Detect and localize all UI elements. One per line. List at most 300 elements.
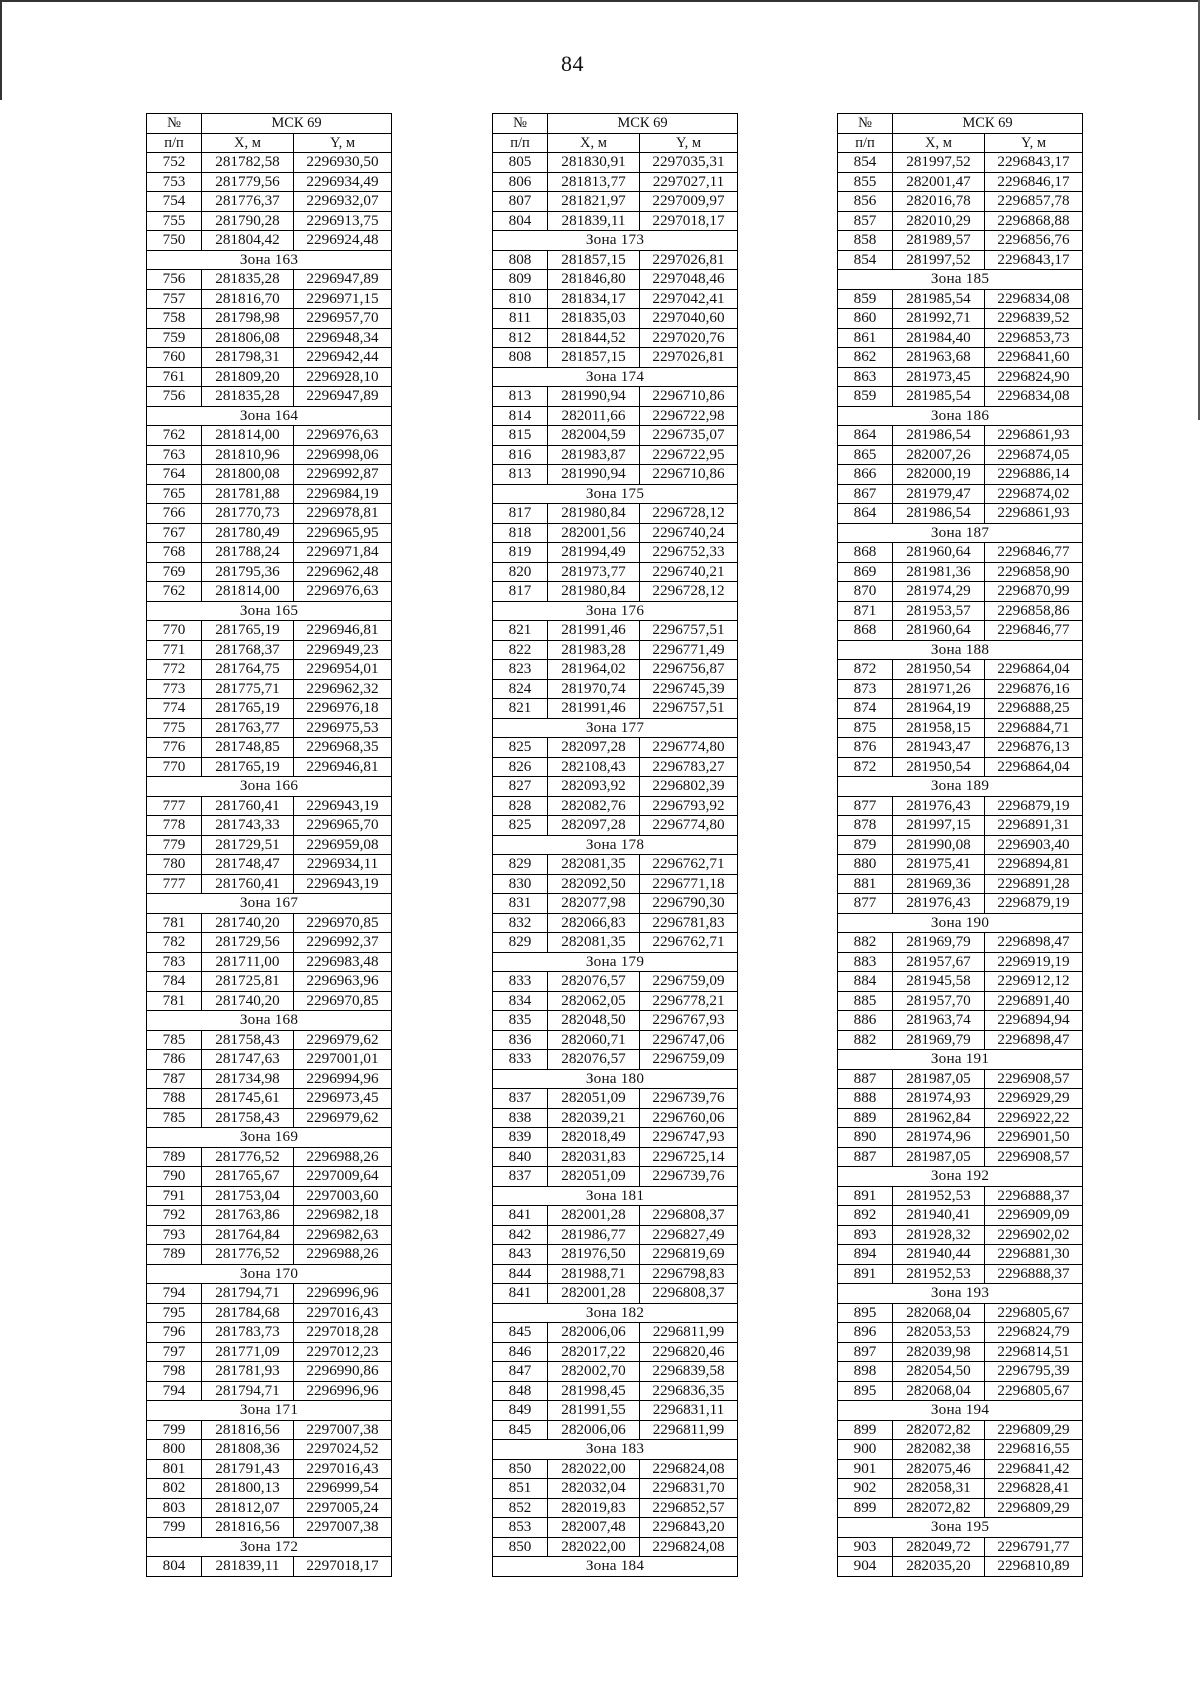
y-coordinate-cell: 2296728,12: [640, 504, 738, 524]
x-coordinate-cell: 281844,52: [548, 328, 640, 348]
zone-label: Зона 190: [838, 913, 1083, 933]
table-row: [147, 523, 392, 543]
x-coordinate-cell: 281745,61: [202, 1089, 294, 1109]
zone-row: [147, 1128, 392, 1148]
x-coordinate-cell: 281990,94: [548, 465, 640, 485]
x-coordinate-cell: 282072,82: [893, 1498, 985, 1518]
table-row: [838, 952, 1083, 972]
y-coordinate-cell: 2296834,08: [985, 289, 1083, 309]
y-coordinate-cell: 2296976,63: [294, 582, 392, 602]
y-coordinate-cell: 2296824,08: [640, 1459, 738, 1479]
x-coordinate-cell: 282092,50: [548, 874, 640, 894]
zone-row: [838, 777, 1083, 797]
x-coordinate-cell: 281783,73: [202, 1323, 294, 1343]
table-row: [838, 1011, 1083, 1031]
point-number-cell: 778: [147, 816, 202, 836]
point-number-cell: 872: [838, 660, 893, 680]
x-coordinate-cell: 281760,41: [202, 874, 294, 894]
x-header: X, м: [893, 133, 985, 153]
table-row: [147, 699, 392, 719]
point-number-cell: 774: [147, 699, 202, 719]
point-number-cell: 824: [493, 679, 548, 699]
table-row: [838, 972, 1083, 992]
x-coordinate-cell: 281980,84: [548, 582, 640, 602]
y-coordinate-cell: 2296810,89: [985, 1557, 1083, 1577]
x-coordinate-cell: 281957,70: [893, 991, 985, 1011]
point-number-cell: 827: [493, 777, 548, 797]
y-coordinate-cell: 2296834,08: [985, 387, 1083, 407]
x-coordinate-cell: 281990,08: [893, 835, 985, 855]
point-number-cell: 810: [493, 289, 548, 309]
point-number-cell: 776: [147, 738, 202, 758]
point-number-cell: 795: [147, 1303, 202, 1323]
table-row: [838, 328, 1083, 348]
y-coordinate-cell: 2296870,99: [985, 582, 1083, 602]
x-coordinate-cell: 281963,74: [893, 1011, 985, 1031]
point-number-cell: 801: [147, 1459, 202, 1479]
subheader-row: [838, 133, 1083, 153]
table-row: [493, 621, 738, 641]
point-number-cell: 884: [838, 972, 893, 992]
y-coordinate-cell: 2296846,77: [985, 543, 1083, 563]
point-number-cell: 890: [838, 1128, 893, 1148]
point-number-cell: 873: [838, 679, 893, 699]
point-number-cell: 889: [838, 1108, 893, 1128]
point-number-cell: 897: [838, 1342, 893, 1362]
table-row: [147, 172, 392, 192]
y-coordinate-cell: 2296930,50: [294, 153, 392, 173]
y-coordinate-cell: 2296934,11: [294, 855, 392, 875]
x-coordinate-cell: 281725,81: [202, 972, 294, 992]
table-row: [838, 250, 1083, 270]
zone-row: [493, 601, 738, 621]
y-coordinate-cell: 2296968,35: [294, 738, 392, 758]
table-row: [493, 348, 738, 368]
zone-label: Зона 177: [493, 718, 738, 738]
x-coordinate-cell: 281969,79: [893, 1030, 985, 1050]
x-coordinate-cell: 281969,36: [893, 874, 985, 894]
point-number-cell: 866: [838, 465, 893, 485]
y-coordinate-cell: 2296982,18: [294, 1206, 392, 1226]
y-coordinate-cell: 2296781,83: [640, 913, 738, 933]
table-row: [838, 562, 1083, 582]
point-number-cell: 803: [147, 1498, 202, 1518]
x-coordinate-cell: 281748,85: [202, 738, 294, 758]
zone-label: Зона 183: [493, 1440, 738, 1460]
y-coordinate-cell: 2296994,96: [294, 1069, 392, 1089]
y-coordinate-cell: 2297007,38: [294, 1420, 392, 1440]
table-row: [147, 1284, 392, 1304]
x-coordinate-cell: 281997,52: [893, 250, 985, 270]
y-coordinate-cell: 2296888,37: [985, 1264, 1083, 1284]
table-row: [493, 796, 738, 816]
zone-label: Зона 164: [147, 406, 392, 426]
zone-label: Зона 187: [838, 523, 1083, 543]
y-coordinate-cell: 2296771,18: [640, 874, 738, 894]
point-number-cell: 833: [493, 972, 548, 992]
point-number-cell: 821: [493, 699, 548, 719]
table-row: [147, 1557, 392, 1577]
zone-label: Зона 184: [493, 1557, 738, 1577]
y-coordinate-cell: 2296884,71: [985, 718, 1083, 738]
point-number-cell: 825: [493, 816, 548, 836]
zone-row: [493, 231, 738, 251]
point-number-cell: 804: [493, 211, 548, 231]
x-coordinate-cell: 282018,49: [548, 1128, 640, 1148]
point-number-cell: 822: [493, 640, 548, 660]
point-number-cell: 753: [147, 172, 202, 192]
x-coordinate-cell: 281976,43: [893, 894, 985, 914]
y-coordinate-cell: 2296976,18: [294, 699, 392, 719]
x-coordinate-cell: 281806,08: [202, 328, 294, 348]
table-row: [147, 328, 392, 348]
x-coordinate-cell: 281834,17: [548, 289, 640, 309]
table-row: [147, 1186, 392, 1206]
table-row: [838, 1108, 1083, 1128]
point-number-cell: 816: [493, 445, 548, 465]
table-row: [493, 660, 738, 680]
table-row: [493, 445, 738, 465]
point-number-cell: 842: [493, 1225, 548, 1245]
x-coordinate-cell: 281779,56: [202, 172, 294, 192]
y-coordinate-cell: 2296946,81: [294, 757, 392, 777]
point-number-cell: 779: [147, 835, 202, 855]
zone-row: [493, 718, 738, 738]
y-coordinate-cell: 2296891,31: [985, 816, 1083, 836]
y-coordinate-cell: 2296728,12: [640, 582, 738, 602]
point-number-cell: 834: [493, 991, 548, 1011]
y-coordinate-cell: 2296990,86: [294, 1362, 392, 1382]
y-coordinate-cell: 2296898,47: [985, 1030, 1083, 1050]
num-subheader: п/п: [493, 133, 548, 153]
point-number-cell: 840: [493, 1147, 548, 1167]
point-number-cell: 864: [838, 504, 893, 524]
point-number-cell: 882: [838, 933, 893, 953]
y-coordinate-cell: 2296901,50: [985, 1128, 1083, 1148]
y-coordinate-cell: 2296808,37: [640, 1206, 738, 1226]
y-coordinate-cell: 2297042,41: [640, 289, 738, 309]
x-coordinate-cell: 281974,93: [893, 1089, 985, 1109]
zone-row: [147, 250, 392, 270]
table-row: [493, 309, 738, 329]
x-coordinate-cell: 282031,83: [548, 1147, 640, 1167]
point-number-cell: 767: [147, 523, 202, 543]
y-coordinate-cell: 2296857,78: [985, 192, 1083, 212]
point-number-cell: 766: [147, 504, 202, 524]
point-number-cell: 858: [838, 231, 893, 251]
header-row: [147, 114, 392, 134]
x-coordinate-cell: 281816,56: [202, 1518, 294, 1538]
table-row: [147, 855, 392, 875]
point-number-cell: 792: [147, 1206, 202, 1226]
subheader-row: [493, 133, 738, 153]
point-number-cell: 895: [838, 1303, 893, 1323]
x-coordinate-cell: 281821,97: [548, 192, 640, 212]
table-row: [147, 445, 392, 465]
x-coordinate-cell: 281985,54: [893, 289, 985, 309]
table-row: [493, 1401, 738, 1421]
table-row: [493, 562, 738, 582]
point-number-cell: 785: [147, 1108, 202, 1128]
num-subheader: п/п: [147, 133, 202, 153]
x-coordinate-cell: 281768,37: [202, 640, 294, 660]
x-coordinate-cell: 281975,41: [893, 855, 985, 875]
point-number-cell: 756: [147, 270, 202, 290]
point-number-cell: 773: [147, 679, 202, 699]
table-row: [493, 777, 738, 797]
table-row: [493, 972, 738, 992]
table-row: [838, 348, 1083, 368]
table-row: [838, 738, 1083, 758]
x-coordinate-cell: 282081,35: [548, 855, 640, 875]
table-row: [147, 1206, 392, 1226]
table-row: [493, 913, 738, 933]
zone-label: Зона 175: [493, 484, 738, 504]
y-coordinate-cell: 2296888,25: [985, 699, 1083, 719]
table-row: [493, 289, 738, 309]
table-row: [147, 874, 392, 894]
y-coordinate-cell: 2296710,86: [640, 465, 738, 485]
x-coordinate-cell: 281763,86: [202, 1206, 294, 1226]
x-coordinate-cell: 281771,09: [202, 1342, 294, 1362]
table-row: [147, 1245, 392, 1265]
point-number-cell: 894: [838, 1245, 893, 1265]
zone-label: Зона 166: [147, 777, 392, 797]
table-row: [147, 1108, 392, 1128]
x-coordinate-cell: 282035,20: [893, 1557, 985, 1577]
table-row: [493, 1030, 738, 1050]
table-row: [838, 816, 1083, 836]
point-number-cell: 777: [147, 874, 202, 894]
table-row: [147, 289, 392, 309]
zone-label: Зона 180: [493, 1069, 738, 1089]
x-coordinate-cell: 282066,83: [548, 913, 640, 933]
y-coordinate-cell: 2296722,95: [640, 445, 738, 465]
y-coordinate-cell: 2296978,81: [294, 504, 392, 524]
point-number-cell: 862: [838, 348, 893, 368]
point-number-cell: 850: [493, 1537, 548, 1557]
table-row: [493, 1498, 738, 1518]
y-coordinate-cell: 2296841,60: [985, 348, 1083, 368]
table-row: [493, 153, 738, 173]
point-number-cell: 843: [493, 1245, 548, 1265]
table-row: [493, 406, 738, 426]
y-coordinate-cell: 2297009,97: [640, 192, 738, 212]
table-row: [838, 855, 1083, 875]
point-number-cell: 847: [493, 1362, 548, 1382]
scan-edge-top: [0, 0, 1200, 2]
x-coordinate-cell: 281814,00: [202, 582, 294, 602]
y-header: Y, м: [640, 133, 738, 153]
point-number-cell: 900: [838, 1440, 893, 1460]
x-coordinate-cell: 282022,00: [548, 1537, 640, 1557]
x-coordinate-cell: 281816,56: [202, 1420, 294, 1440]
y-coordinate-cell: 2296979,62: [294, 1108, 392, 1128]
x-coordinate-cell: 281987,05: [893, 1069, 985, 1089]
y-coordinate-cell: 2296725,14: [640, 1147, 738, 1167]
point-number-cell: 886: [838, 1011, 893, 1031]
point-number-cell: 758: [147, 309, 202, 329]
x-coordinate-cell: 281800,08: [202, 465, 294, 485]
point-number-cell: 875: [838, 718, 893, 738]
zone-row: [147, 601, 392, 621]
y-coordinate-cell: 2296942,44: [294, 348, 392, 368]
point-number-cell: 839: [493, 1128, 548, 1148]
table-row: [493, 1050, 738, 1070]
zone-label: Зона 165: [147, 601, 392, 621]
point-number-cell: 878: [838, 816, 893, 836]
x-coordinate-cell: 281758,43: [202, 1030, 294, 1050]
y-coordinate-cell: 2296843,20: [640, 1518, 738, 1538]
x-coordinate-cell: 281963,68: [893, 348, 985, 368]
y-coordinate-cell: 2296756,87: [640, 660, 738, 680]
table-row: [838, 660, 1083, 680]
table-row: [147, 796, 392, 816]
point-number-cell: 826: [493, 757, 548, 777]
point-number-cell: 856: [838, 192, 893, 212]
table-row: [493, 894, 738, 914]
y-coordinate-cell: 2296922,22: [985, 1108, 1083, 1128]
y-coordinate-cell: 2296824,90: [985, 367, 1083, 387]
point-number-cell: 830: [493, 874, 548, 894]
x-coordinate-cell: 281985,54: [893, 387, 985, 407]
table-row: [838, 192, 1083, 212]
y-coordinate-cell: 2296805,67: [985, 1381, 1083, 1401]
x-coordinate-cell: 281986,54: [893, 426, 985, 446]
x-coordinate-cell: 281991,46: [548, 621, 640, 641]
y-coordinate-cell: 2297018,17: [640, 211, 738, 231]
table-row: [493, 504, 738, 524]
x-coordinate-cell: 281765,19: [202, 757, 294, 777]
table-row: [838, 426, 1083, 446]
x-coordinate-cell: 282039,98: [893, 1342, 985, 1362]
point-number-cell: 887: [838, 1147, 893, 1167]
y-coordinate-cell: 2296760,06: [640, 1108, 738, 1128]
table-row: [838, 309, 1083, 329]
y-coordinate-cell: 2296902,02: [985, 1225, 1083, 1245]
y-coordinate-cell: 2296739,76: [640, 1167, 738, 1187]
x-coordinate-cell: 281997,15: [893, 816, 985, 836]
zone-row: [493, 835, 738, 855]
y-coordinate-cell: 2296894,81: [985, 855, 1083, 875]
x-coordinate-cell: 281808,36: [202, 1440, 294, 1460]
point-number-cell: 838: [493, 1108, 548, 1128]
y-coordinate-cell: 2296759,09: [640, 1050, 738, 1070]
y-coordinate-cell: 2296791,77: [985, 1537, 1083, 1557]
point-number-cell: 860: [838, 309, 893, 329]
point-number-cell: 877: [838, 796, 893, 816]
table-row: [493, 270, 738, 290]
table-row: [838, 153, 1083, 173]
x-coordinate-cell: 282051,09: [548, 1167, 640, 1187]
x-coordinate-cell: 281784,68: [202, 1303, 294, 1323]
point-number-cell: 788: [147, 1089, 202, 1109]
table-row: [838, 1362, 1083, 1382]
x-header: X, м: [548, 133, 640, 153]
table-row: [147, 816, 392, 836]
point-number-cell: 893: [838, 1225, 893, 1245]
zone-row: [838, 913, 1083, 933]
table-row: [838, 1069, 1083, 1089]
point-number-cell: 800: [147, 1440, 202, 1460]
y-coordinate-cell: 2296943,19: [294, 874, 392, 894]
y-coordinate-cell: 2296947,89: [294, 387, 392, 407]
y-coordinate-cell: 2296965,95: [294, 523, 392, 543]
y-coordinate-cell: 2296970,85: [294, 913, 392, 933]
table-row: [838, 679, 1083, 699]
table-row: [493, 1167, 738, 1187]
x-coordinate-cell: 281984,40: [893, 328, 985, 348]
zone-row: [838, 1284, 1083, 1304]
header-row: [493, 114, 738, 134]
point-number-cell: 813: [493, 387, 548, 407]
zone-row: [147, 1011, 392, 1031]
x-coordinate-cell: 281835,28: [202, 387, 294, 407]
y-coordinate-cell: 2296861,93: [985, 426, 1083, 446]
table-row: [147, 913, 392, 933]
y-coordinate-cell: 2296934,49: [294, 172, 392, 192]
table-row: [493, 816, 738, 836]
point-number-cell: 811: [493, 309, 548, 329]
x-coordinate-cell: 281962,84: [893, 1108, 985, 1128]
table-row: [838, 933, 1083, 953]
point-number-cell: 870: [838, 582, 893, 602]
y-coordinate-cell: 2296908,57: [985, 1069, 1083, 1089]
table-row: [147, 231, 392, 251]
zone-row: [493, 952, 738, 972]
y-coordinate-cell: 2297040,60: [640, 309, 738, 329]
coordinates-table-1: [146, 113, 392, 1577]
x-coordinate-cell: 282002,70: [548, 1362, 640, 1382]
x-coordinate-cell: 281971,26: [893, 679, 985, 699]
x-coordinate-cell: 281981,36: [893, 562, 985, 582]
table-row: [147, 582, 392, 602]
point-number-cell: 901: [838, 1459, 893, 1479]
y-coordinate-cell: 2297024,52: [294, 1440, 392, 1460]
table-row: [838, 699, 1083, 719]
table-row: [147, 679, 392, 699]
table-row: [147, 426, 392, 446]
point-number-cell: 903: [838, 1537, 893, 1557]
y-coordinate-cell: 2296783,27: [640, 757, 738, 777]
x-coordinate-cell: 282082,38: [893, 1440, 985, 1460]
point-number-cell: 813: [493, 465, 548, 485]
table-row: [838, 1440, 1083, 1460]
y-coordinate-cell: 2296795,39: [985, 1362, 1083, 1382]
point-number-cell: 868: [838, 543, 893, 563]
zone-row: [493, 1303, 738, 1323]
x-coordinate-cell: 281969,79: [893, 933, 985, 953]
y-coordinate-cell: 2296762,71: [640, 855, 738, 875]
point-number-cell: 793: [147, 1225, 202, 1245]
zone-label: Зона 188: [838, 640, 1083, 660]
y-coordinate-cell: 2296809,29: [985, 1420, 1083, 1440]
x-coordinate-cell: 281983,87: [548, 445, 640, 465]
table-row: [838, 718, 1083, 738]
y-coordinate-cell: 2297027,11: [640, 172, 738, 192]
y-coordinate-cell: 2296949,23: [294, 640, 392, 660]
table-row: [147, 1518, 392, 1538]
y-coordinate-cell: 2296874,02: [985, 484, 1083, 504]
zone-label: Зона 191: [838, 1050, 1083, 1070]
x-coordinate-cell: 281952,53: [893, 1186, 985, 1206]
zone-label: Зона 171: [147, 1401, 392, 1421]
point-number-cell: 752: [147, 153, 202, 173]
point-number-cell: 799: [147, 1518, 202, 1538]
point-number-cell: 786: [147, 1050, 202, 1070]
point-number-cell: 762: [147, 582, 202, 602]
x-coordinate-cell: 281758,43: [202, 1108, 294, 1128]
